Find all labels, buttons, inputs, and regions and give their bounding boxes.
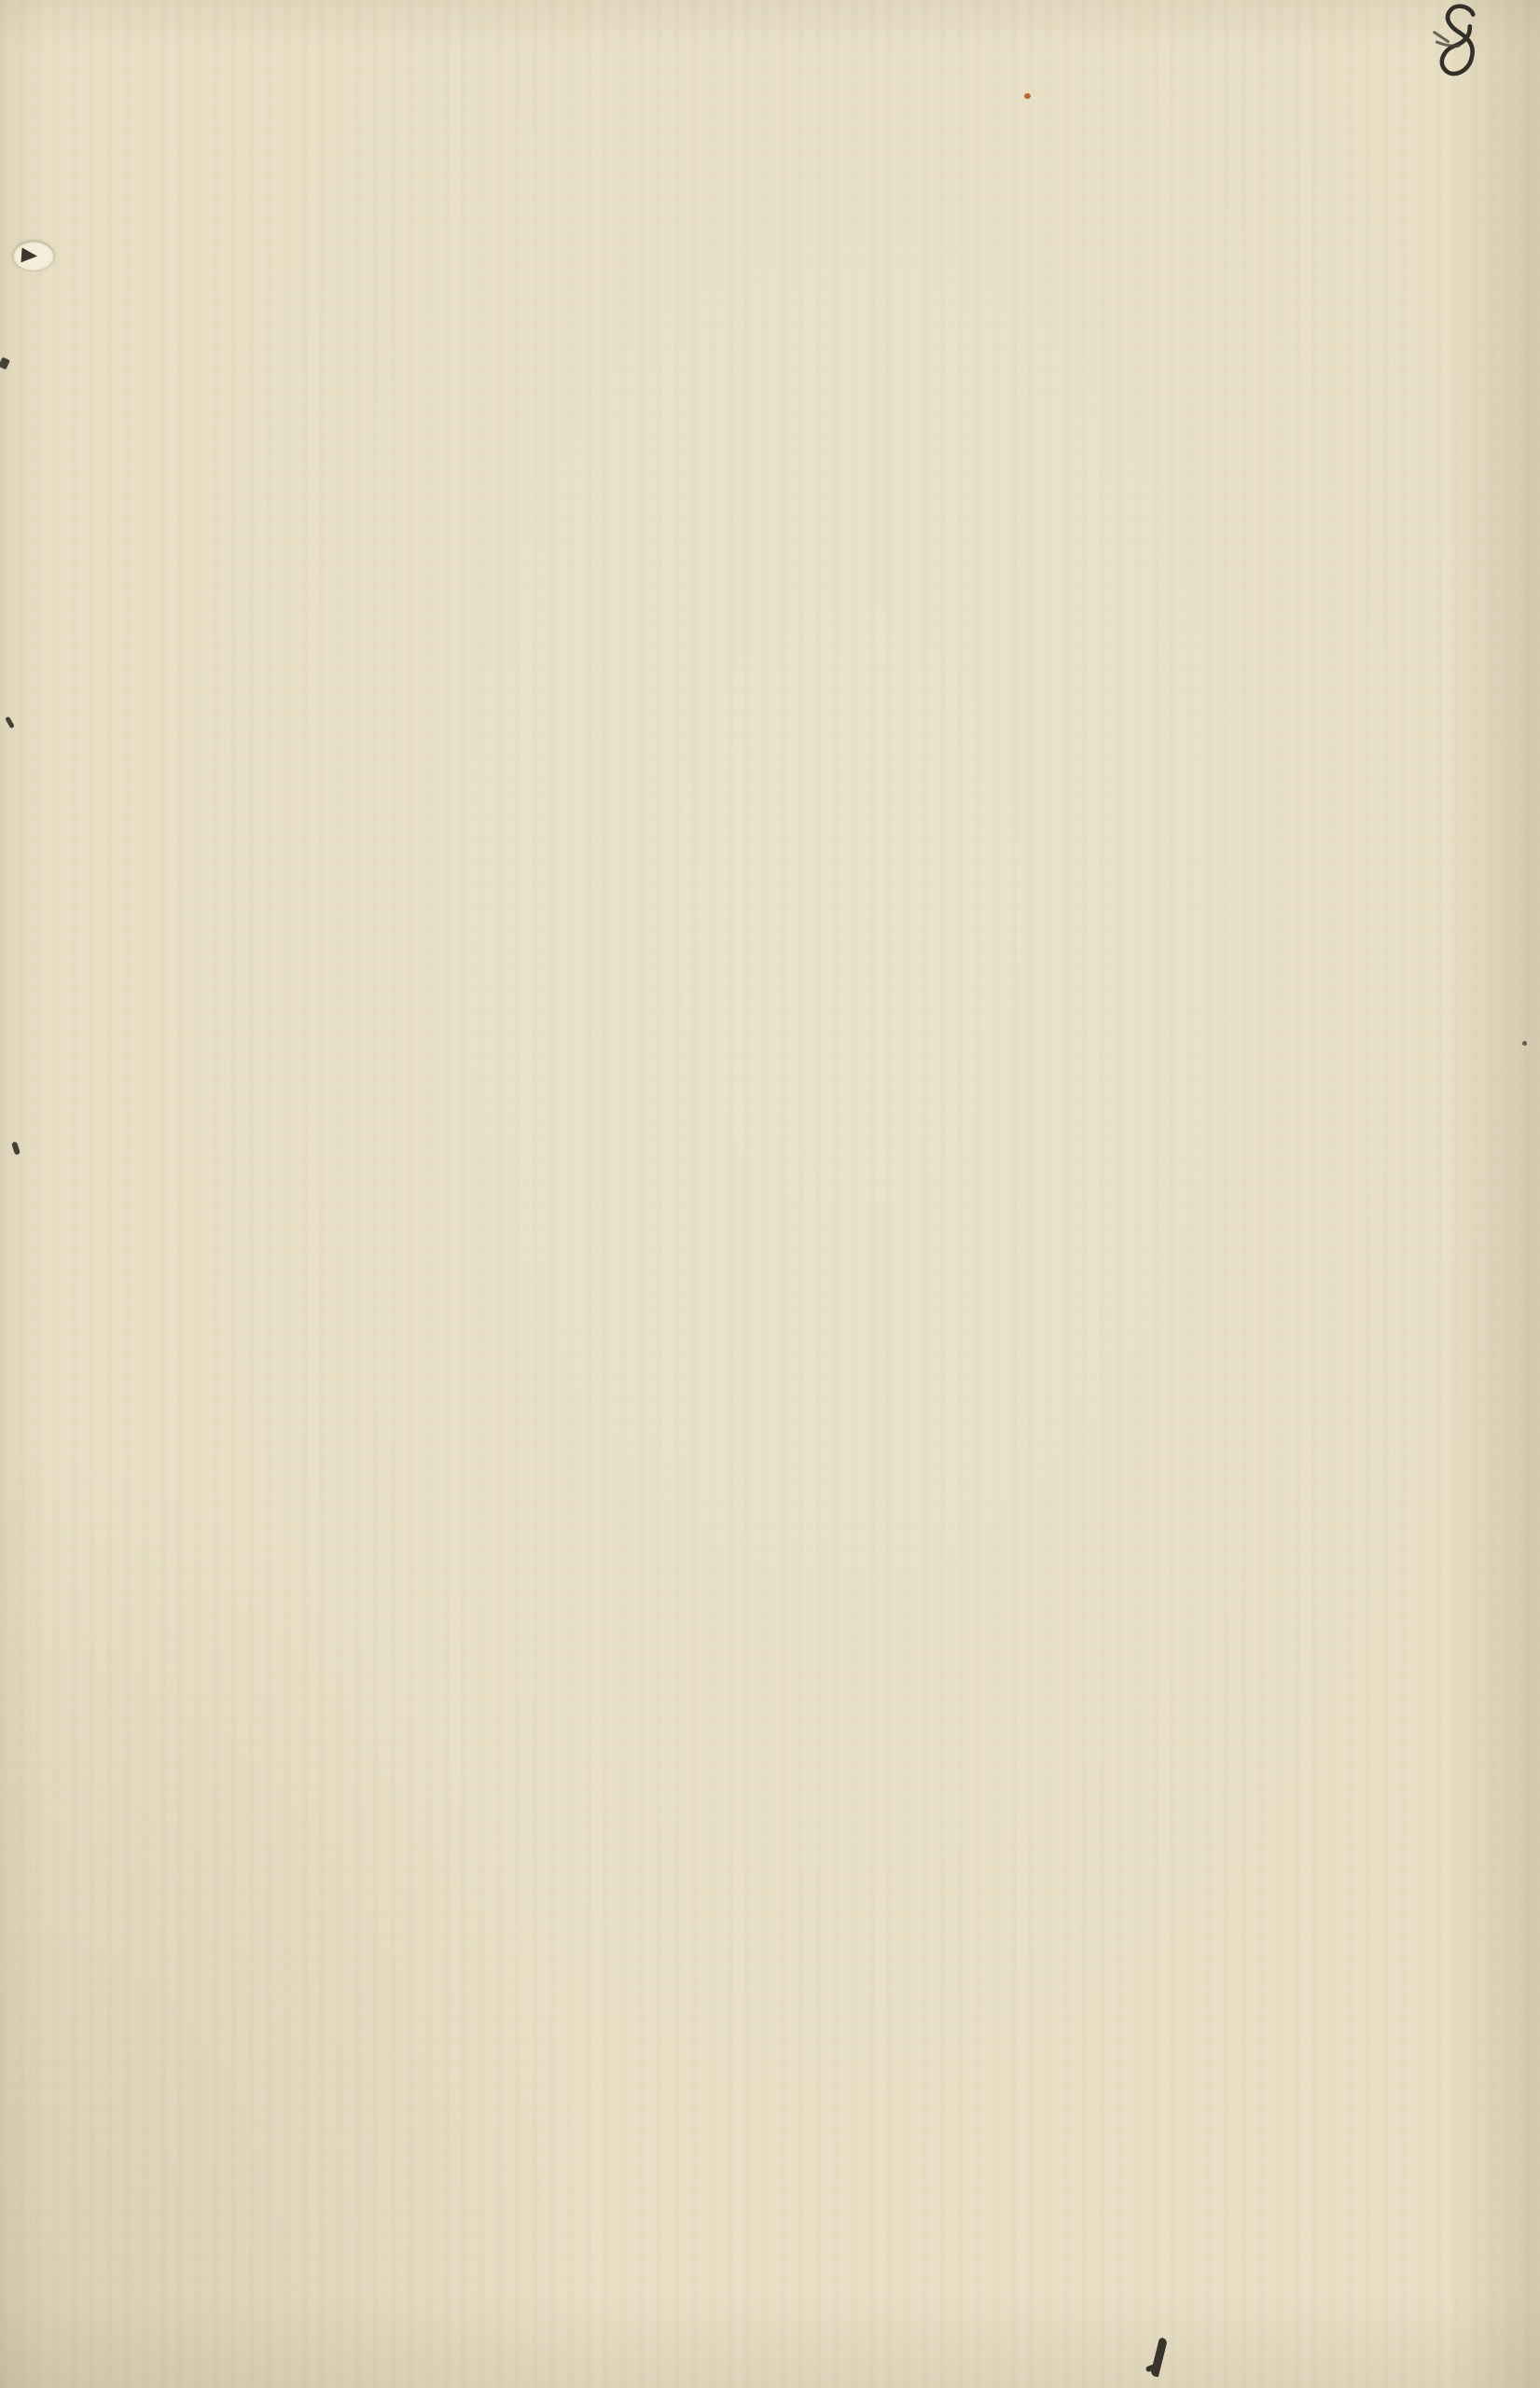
orange-speck xyxy=(1024,93,1031,99)
margin-punch-mark xyxy=(13,241,54,271)
ink-speck xyxy=(1522,1041,1527,1046)
